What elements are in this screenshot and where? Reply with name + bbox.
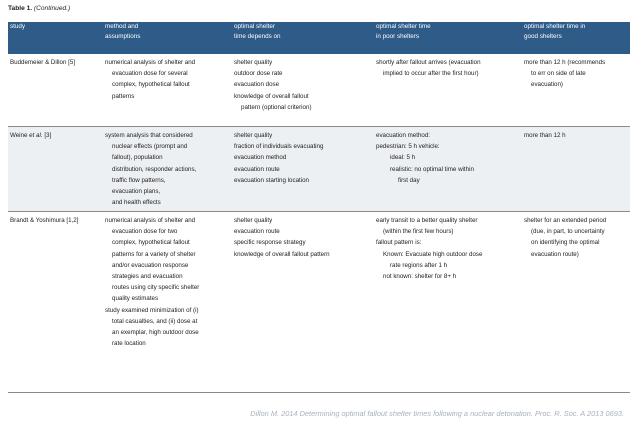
table-caption-label: Table 1. <box>8 5 33 12</box>
good-shelter-cell: more than 12 h (recommends to err on side of late evacuation) <box>524 59 606 89</box>
header-depends: optimal shelter time depends on <box>234 23 281 41</box>
good-shelter-cell: shelter for an extended period (due, in part, to uncertainty on identifying the optimal evacuation route) <box>524 217 607 258</box>
header-good-shelters: optimal shelter time in good shelters <box>524 23 586 41</box>
good-shelter-cell: more than 12 h <box>524 132 566 139</box>
study-cell: Weine et al. [3] <box>10 132 52 139</box>
depends-cell: shelter quality fraction of individuals evacuating evacuation method evacuation route evacuation starting location <box>234 132 324 184</box>
header-method: method and assumptions <box>105 23 141 41</box>
table-caption-continued: (Continued.) <box>33 5 71 12</box>
citation-footer: Dillon M. 2014 Determining optimal fallout shelter times following a nuclear detonation. Proc. R. Soc. A 2013 0693. <box>250 409 624 418</box>
poor-shelter-cell: early transit to a better quality shelter (within the first few hours) fallout pattern is: Known: Evacuate high outdoor dose rate regions after 1 h not known: shelter for 8+ h <box>376 217 483 281</box>
header-study <box>10 22 25 54</box>
study-cell: Brandt & Yoshimura [1,2] <box>10 217 79 224</box>
poor-shelter-cell: shortly after fallout arrives (evacuation implied to occur after the first hour) <box>376 59 481 78</box>
table-row <box>8 212 630 392</box>
table-bottom-rule <box>8 392 630 393</box>
study-cell: Buddemeier & Dillon [5] <box>10 59 76 66</box>
table-row <box>8 127 630 211</box>
method-cell: numerical analysis of shelter and evacuation dose for two complex, hypothetical fallout patterns for a variety of shelter and/or evacuation response strategies and evacuation routes using city specific shelter quality estimates study examined minimization of (i) total casualties, and (ii) dose at an exemplar, high outdoor dose rate location <box>105 217 200 348</box>
table-row <box>8 54 630 126</box>
header-poor-shelters: optimal shelter time in poor shelters <box>376 23 431 41</box>
poor-shelter-cell: evacuation method: pedestrian: 5 h vehicle: ideal: 5 h realistic: no optimal time within first day <box>376 132 474 184</box>
method-cell: numerical analysis of shelter and evacuation dose for several complex, hypothetical fallout patterns <box>105 59 196 100</box>
table-header <box>8 22 630 54</box>
method-cell: system analysis that considered nuclear effects (prompt and fallout), population distribution, responder actions, traffic flow patterns, evacuation plans, and health effects <box>105 132 197 207</box>
table-caption <box>8 5 70 12</box>
depends-cell: shelter quality outdoor dose rate evacuation dose knowledge of overall fallout pattern (optional criterion) <box>234 59 312 111</box>
header-study-label: study <box>10 23 26 30</box>
depends-cell: shelter quality evacuation route specific response strategy knowledge of overall fallout pattern <box>234 217 330 258</box>
